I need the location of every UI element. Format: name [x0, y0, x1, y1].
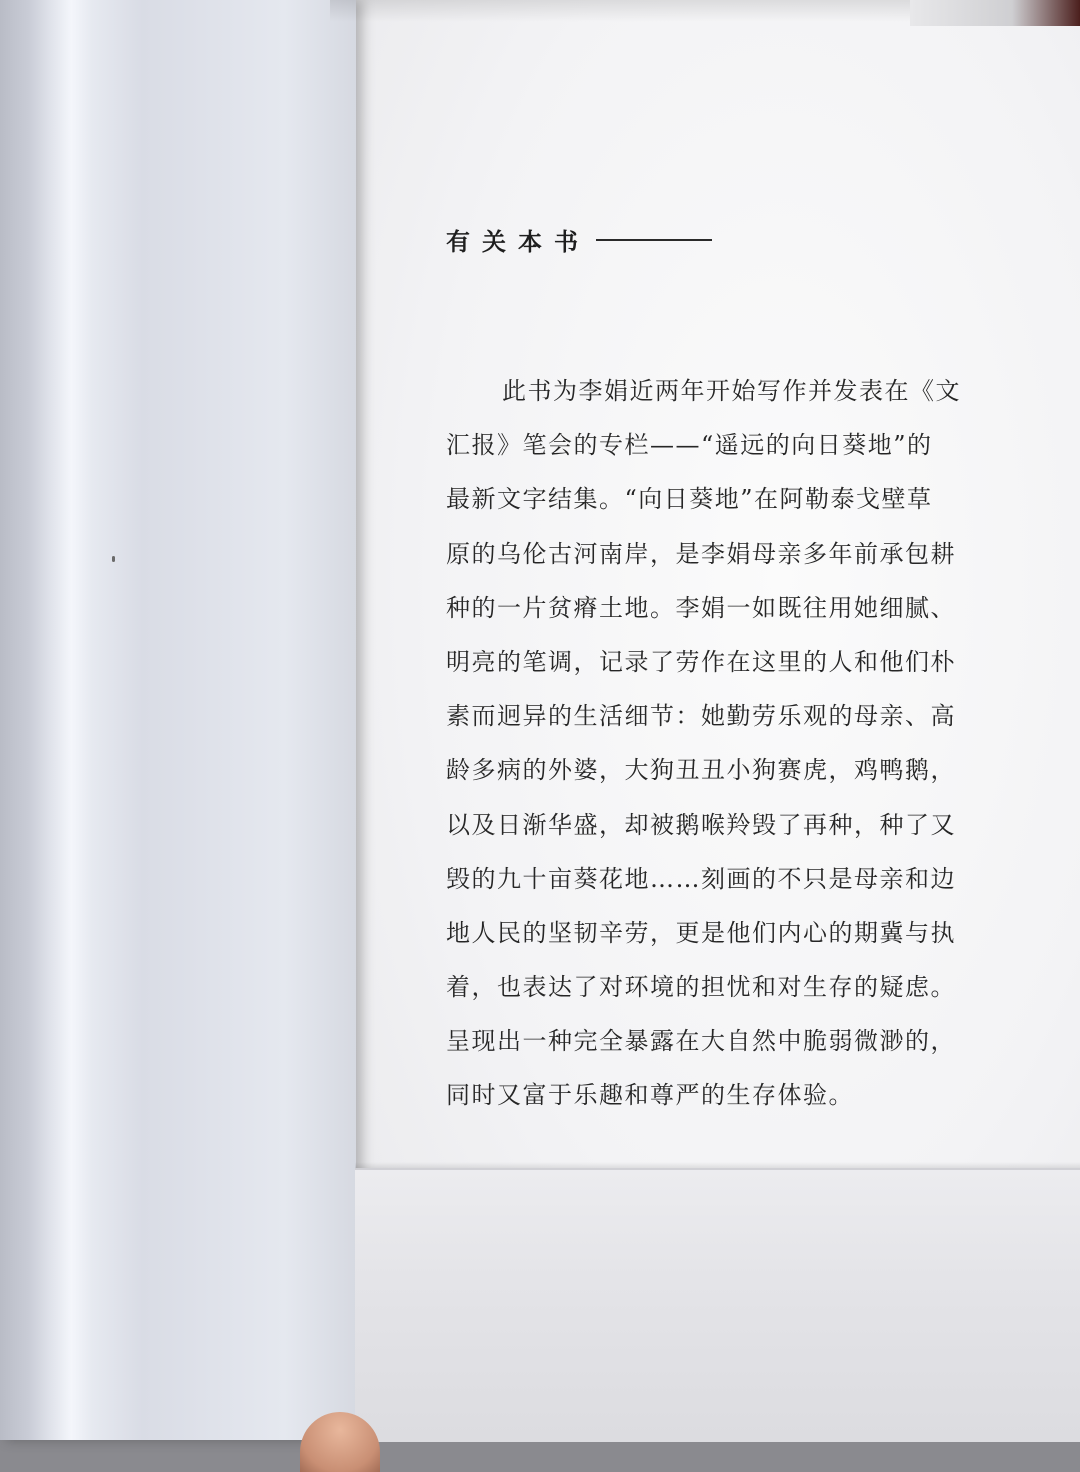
text-line: 着，也表达了对环境的担忧和对生存的疑虑。 — [446, 973, 956, 1002]
heading-text: 有关本书 — [446, 227, 590, 256]
text-line: 此书为李娟近两年开始写作并发表在《文 — [502, 377, 961, 405]
text-line: 同时又富于乐趣和尊严的生存体验。 — [446, 1081, 854, 1110]
text-line: 明亮的笔调，记录了劳作在这里的人和他们朴 — [446, 647, 956, 676]
text-line: 呈现出一种完全暴露在大自然中脆弱微渺的， — [446, 1027, 956, 1056]
text-line: 最新文字结集。“向日葵地”在阿勒泰戈壁草 — [446, 485, 933, 514]
text-line: 龄多病的外婆，大狗丑丑小狗赛虎，鸡鸭鹅， — [446, 756, 956, 785]
text-line: 汇报》笔会的专栏——“遥远的向日葵地”的 — [446, 431, 933, 460]
book-inner-flap — [0, 0, 356, 1440]
text-line: 以及日渐华盛，却被鹅喉羚毁了再种，种了又 — [446, 810, 956, 839]
heading-dash-rule — [596, 239, 712, 241]
background-object — [910, 0, 1080, 26]
text-line: 种的一片贫瘠土地。李娟一如既往用她细腻、 — [446, 593, 956, 622]
text-line: 原的乌伦古河南岸，是李娟母亲多年前承包耕 — [446, 539, 956, 568]
page-pocket-flap — [355, 1168, 1080, 1442]
paper-speck — [112, 556, 115, 562]
text-line: 素而迥异的生活细节：她勤劳乐观的母亲、高 — [446, 702, 956, 731]
section-heading — [446, 222, 712, 257]
text-line: 地人民的坚韧辛劳，更是他们内心的期冀与执 — [446, 918, 956, 947]
text-line: 毁的九十亩葵花地……刻画的不只是母亲和边 — [446, 864, 956, 893]
body-paragraph — [446, 364, 1036, 1123]
